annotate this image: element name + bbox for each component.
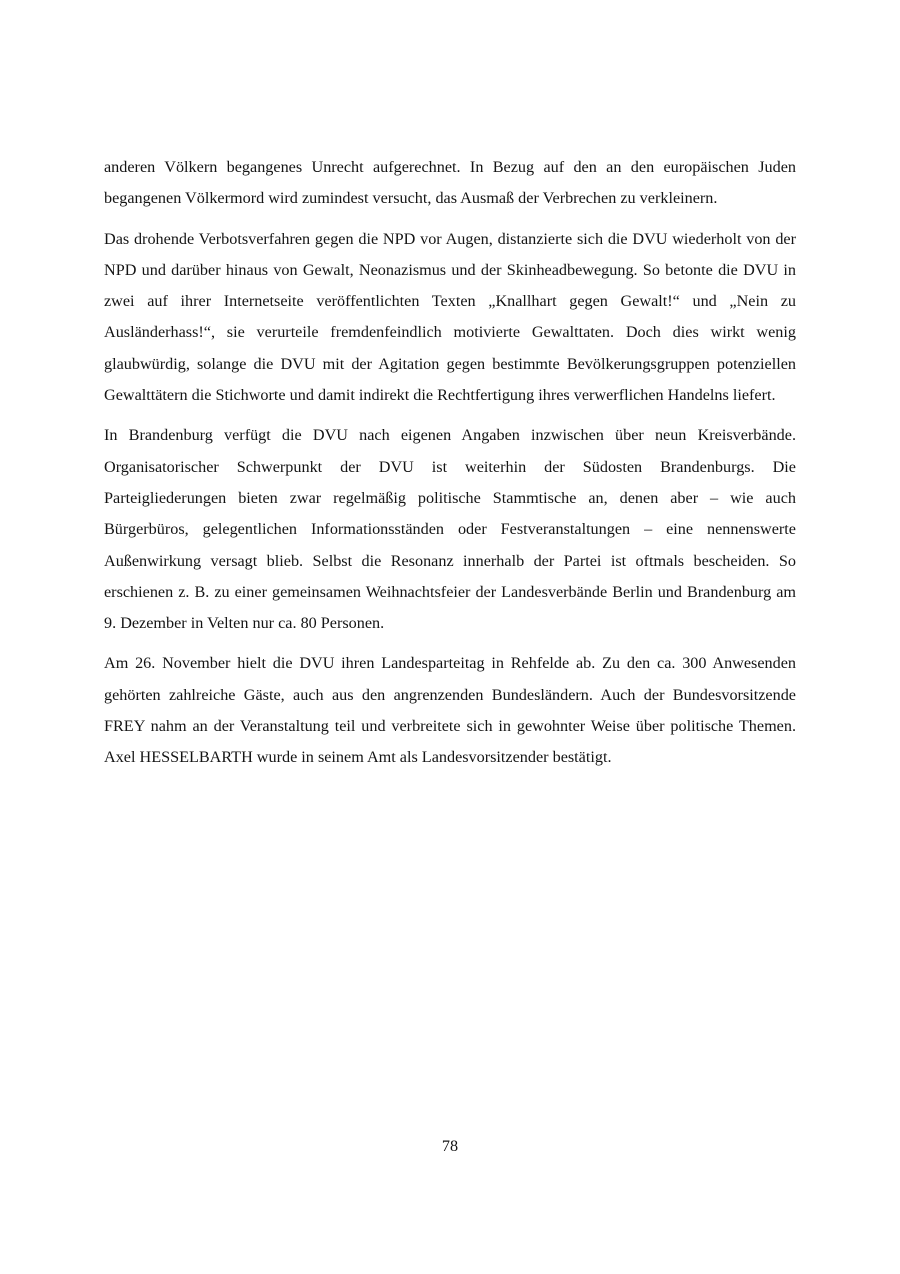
body-text [104,152,796,783]
paragraph: anderen Völkern begangenes Unrecht aufgerechnet. In Bezug auf den an den europäischen Juden begangenen Völkermord wird zumindest versucht, das Ausmaß der Verbrechen zu verkleinern. [104,158,796,208]
page-number: 78 [441,1137,459,1155]
paragraph: In Brandenburg verfügt die DVU nach eigenen Angaben inzwischen über neun Kreisverbände. Organisatorischer Schwerpunkt der DVU ist weiterhin der Südosten Brandenburgs. Die Parteigliederungen bieten zwar regelmäßig politische Stammtische an, denen aber – wie auch Bürgerbüros, gelegentlichen Informationsständen oder Festveranstaltungen – eine nennenswerte Außenwirkung versagt blieb. Selbst die Resonanz innerhalb der Partei ist oftmals bescheiden. So erschienen z. B. zu einer gemeinsamen Weihnachtsfeier der Landesverbände Berlin und Brandenburg am 9. Dezember in Velten nur ca. 80 Personen. [104,426,796,633]
paragraph: Am 26. November hielt die DVU ihren Landesparteitag in Rehfelde ab. Zu den ca. 300 Anwesenden gehörten zahlreiche Gäste, auch aus den angrenzenden Bundesländern. Auch der Bundesvorsitzende FREY nahm an der Veranstaltung teil und verbreitete sich in gewohnter Weise über politische Themen. Axel HESSELBARTH wurde in seinem Amt als Landesvorsitzender bestätigt. [104,654,796,767]
paragraph: Das drohende Verbotsverfahren gegen die NPD vor Augen, distanzierte sich die DVU wiederholt von der NPD und darüber hinaus von Gewalt, Neonazismus und der Skinheadbewegung. So betonte die DVU in zwei auf ihrer Internetseite veröffentlichten Texten „Knallhart gegen Gewalt!“ und „Nein zu Ausländerhass!“, sie verurteile fremdenfeindlich motivierte Gewalttaten. Doch dies wirkt wenig glaubwürdig, solange die DVU mit der Agitation gegen bestimmte Bevölkerungsgruppen potenziellen Gewalttätern die Stichworte und damit indirekt die Rechtfertigung ihres verwerflichen Handelns liefert. [104,229,796,405]
